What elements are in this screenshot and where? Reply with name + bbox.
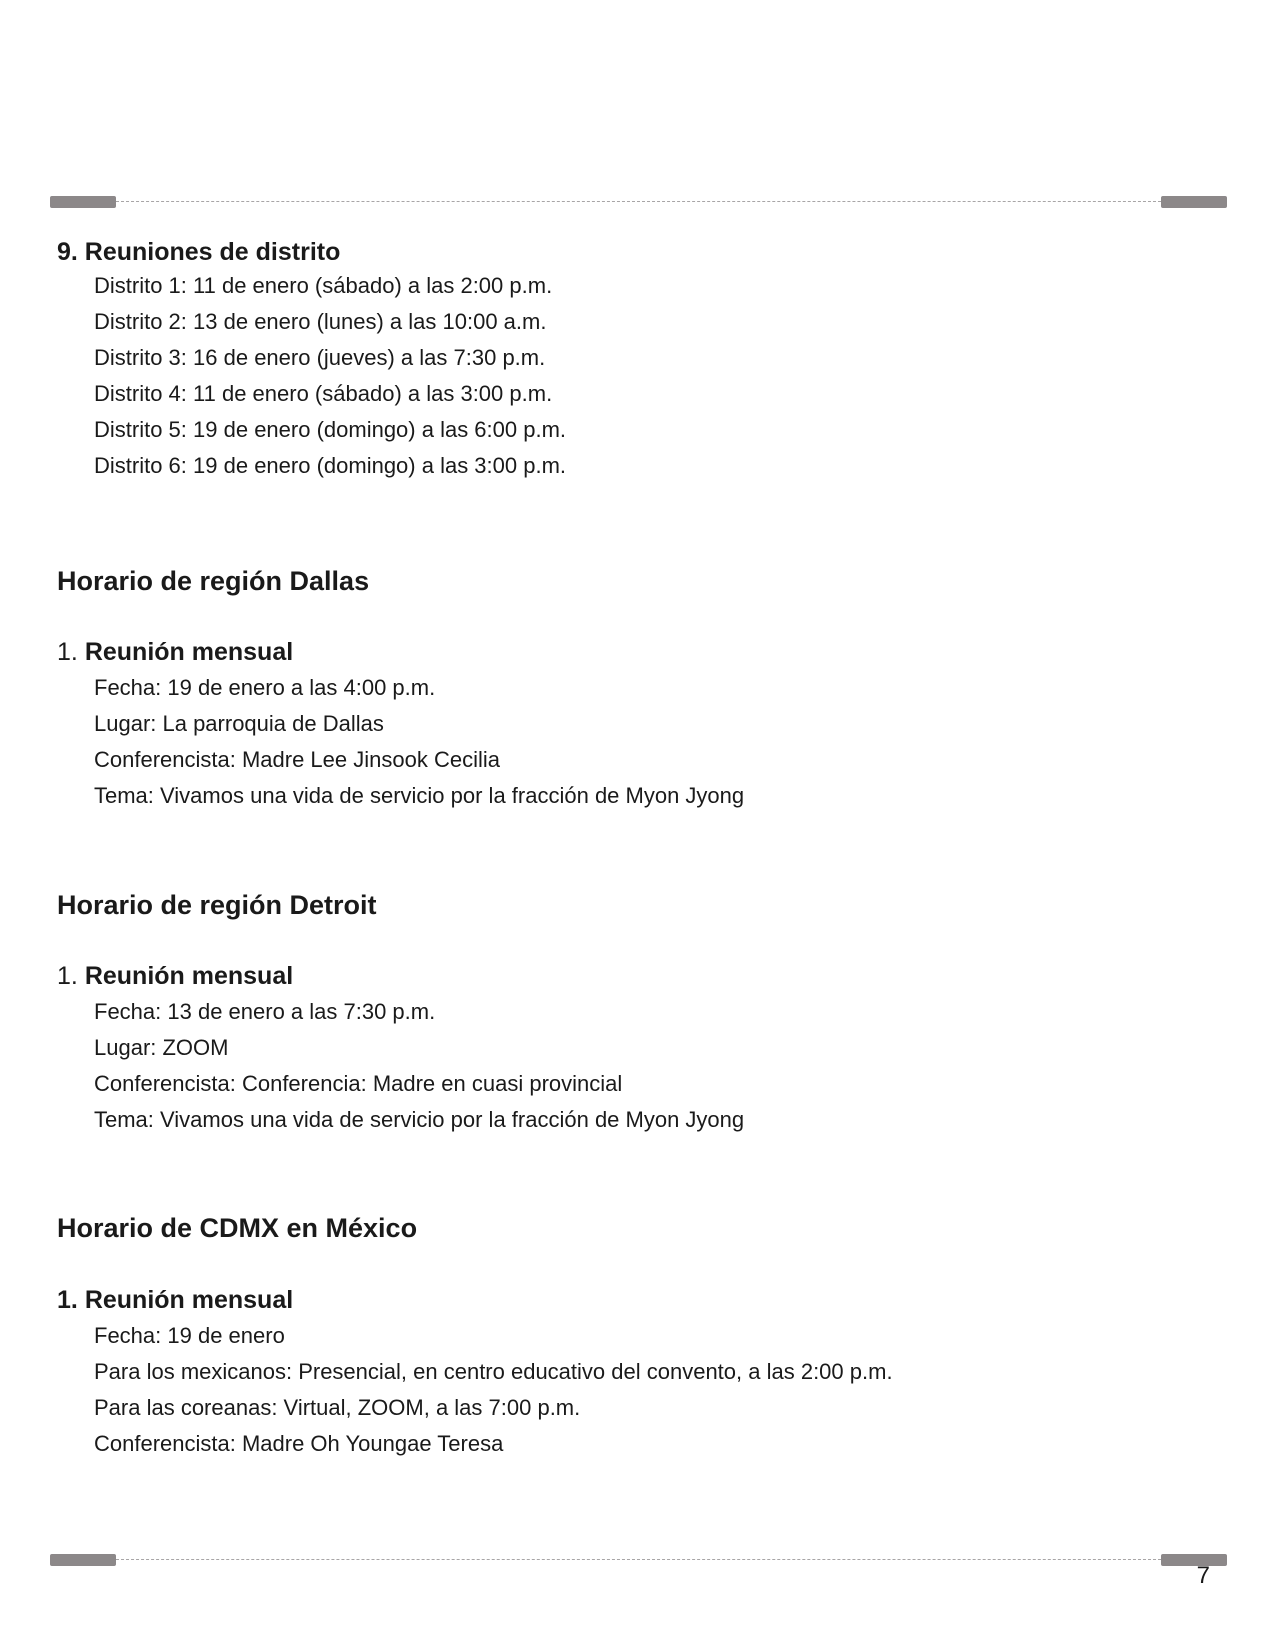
dallas-date-line: Fecha: 19 de enero a las 4:00 p.m.	[94, 675, 436, 700]
cdmx-speaker-line: Conferencista: Madre Oh Youngae Teresa	[94, 1431, 504, 1456]
dallas-item-number: 1.	[57, 638, 78, 666]
district-5-line: Distrito 5: 19 de enero (domingo) a las 6:00 p.m.	[94, 417, 567, 442]
dallas-place-line: Lugar: La parroquia de Dallas	[94, 711, 384, 736]
detroit-speaker-line: Conferencista: Conferencia: Madre en cuasi provincial	[94, 1071, 623, 1096]
detroit-place-line: Lugar: ZOOM	[94, 1035, 229, 1060]
detroit-date-line: Fecha: 13 de enero a las 7:30 p.m.	[94, 999, 436, 1024]
detroit-item-title	[57, 962, 293, 991]
top-divider	[50, 196, 1227, 208]
district-6-line: Distrito 6: 19 de enero (domingo) a las 3:00 p.m.	[94, 453, 567, 478]
divider-cap-left	[50, 1554, 116, 1566]
detroit-item-label: Reunión mensual	[84, 962, 294, 990]
detroit-item-number: 1.	[57, 962, 78, 990]
cdmx-mexicans-line: Para los mexicanos: Presencial, en centro educativo del convento, a las 2:00 p.m.	[94, 1359, 893, 1384]
district-4-line: Distrito 4: 11 de enero (sábado) a las 3:00 p.m.	[94, 381, 553, 406]
bottom-divider	[50, 1554, 1227, 1566]
dallas-speaker-line: Conferencista: Madre Lee Jinsook Cecilia	[94, 747, 500, 772]
divider-cap-left	[50, 196, 116, 208]
dallas-heading: Horario de región Dallas	[57, 566, 370, 596]
dallas-item-title	[57, 638, 293, 667]
dallas-topic-line: Tema: Vivamos una vida de servicio por la fracción de Myon Jyong	[94, 783, 745, 808]
dallas-item-label: Reunión mensual	[84, 638, 294, 666]
detroit-heading: Horario de región Detroit	[57, 890, 377, 920]
cdmx-item-label: Reunión mensual	[84, 1286, 294, 1314]
divider-cap-right	[1161, 196, 1227, 208]
cdmx-koreans-line: Para las coreanas: Virtual, ZOOM, a las 7:00 p.m.	[94, 1395, 581, 1420]
detroit-topic-line: Tema: Vivamos una vida de servicio por la fracción de Myon Jyong	[94, 1107, 745, 1132]
divider-dashed-line	[116, 201, 1161, 202]
cdmx-date-line: Fecha: 19 de enero	[94, 1323, 285, 1348]
divider-dashed-line	[116, 1559, 1161, 1560]
page-number: 7	[1196, 1562, 1210, 1589]
district-1-line: Distrito 1: 11 de enero (sábado) a las 2:00 p.m.	[94, 273, 553, 298]
district-3-line: Distrito 3: 16 de enero (jueves) a las 7:30 p.m.	[94, 345, 546, 370]
district-2-line: Distrito 2: 13 de enero (lunes) a las 10:00 a.m.	[94, 309, 547, 334]
cdmx-item-number: 1.	[57, 1286, 78, 1314]
section-9-title: 9. Reuniones de distrito	[57, 238, 341, 266]
cdmx-heading: Horario de CDMX en México	[57, 1213, 418, 1243]
cdmx-item-title	[57, 1286, 293, 1315]
